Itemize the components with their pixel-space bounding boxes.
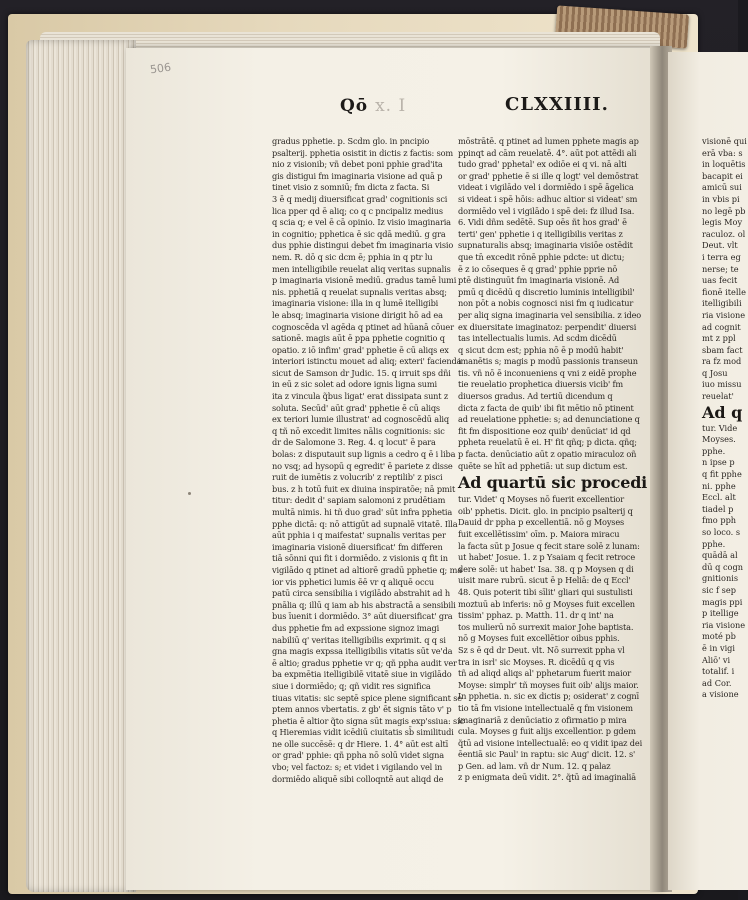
text-line: In pphetia. n. sic ex dictis p; osiderat' z cognī xyxy=(458,691,640,702)
text-line: Moyses. xyxy=(702,434,736,445)
text-line: dus pphetie fm ad expssione signoz imagi xyxy=(272,622,440,633)
text-line: per aliq signa imaginaria vel sensibilia. z ideo xyxy=(458,309,642,320)
text-line: nem. R. dō q sic dcm ē; pphia in q ptr lu xyxy=(272,251,433,262)
text-line: gis distigui fm imaginaria visione ad quā p xyxy=(272,170,443,181)
text-line: psalterij. pphetia osistit in dictis z factis: som xyxy=(272,147,454,158)
text-line: reuelat' xyxy=(702,391,734,402)
text-line: diuersos gradus. Ad tertiū dicendum q xyxy=(458,391,613,402)
text-line: siue i dormiēdo; q; qñ vidit res significa xyxy=(272,680,431,691)
text-line: ptem annos vbertatis. z gb' ēt signis tāto v' p xyxy=(272,704,452,715)
text-line: q scia q; e vel ē cā opinio. Iz visio imaginaria xyxy=(272,217,451,228)
text-line: tra in isrl' sic Moyses. R. dicēdū q q vis xyxy=(458,656,615,667)
text-line: sic f sep xyxy=(702,584,736,595)
text-line: sationē. magis aūt ē ppa pphetie cognitio q xyxy=(272,333,445,344)
text-line: amicū sui xyxy=(702,182,742,193)
text-line: ad Cor. xyxy=(702,677,732,688)
text-line: n ipse p xyxy=(702,457,735,468)
text-line: totalif. i xyxy=(702,666,735,677)
text-line: no legē pb xyxy=(702,205,746,216)
text-line: interiori istinctu mouet ad aliq; exteri' facienda xyxy=(272,356,462,367)
text-line: q Hieremias vidit icēdiū ciuitatis sb̄ similitudi xyxy=(272,727,454,738)
text-line: phetia ē altior q̃to signa sūt magis exp'ssiua: sic xyxy=(272,715,465,726)
text-line: ex teriori lumie illustrat' ad cognoscēdū aliq xyxy=(272,414,449,425)
text-line: nabiliū q' veritas itelligibilis exprimit. q q si xyxy=(272,634,446,645)
text-line: videat i vigilādo vel i dormiēdo i spē āgelica xyxy=(458,182,634,193)
text-line: sbam fact xyxy=(702,344,743,355)
text-line: moztuū ab inferis: nō g Moyses fuit excellen xyxy=(458,598,635,609)
text-line: supnaturalis absq; imaginaria visiōe ostēdit xyxy=(458,240,633,251)
text-line: or grad' pphetie ē si ille q logt' vel demōstrat xyxy=(458,170,639,181)
text-line: imanētis s; magis p modū passionis transeun xyxy=(458,356,638,367)
text-line: aūt pphia i q maifestat' supnalis veritas per xyxy=(272,530,446,541)
text-line: z p enigmata deū vidit. 2°. q̃tū ad imaginaliā xyxy=(458,772,637,783)
text-line: dormiēdo vel i vigilādo i spē dei: fz illud Isa. xyxy=(458,205,635,216)
text-line: ne olle succēsē: q dr Hiere. 1. 4° aūt est altī xyxy=(272,738,449,749)
text-line: nerse; te xyxy=(702,263,739,274)
text-line: ēentiā sic Paul' in raptu: sic Aug' dicit. 12. s' xyxy=(458,749,636,760)
text-line: or grad' pphie: qñ ppha nō solū videt signa xyxy=(272,750,444,761)
text-line: fmo pph xyxy=(702,515,737,526)
text-line: patū circa sensibilia i vigilādo abstrahit ad h xyxy=(272,588,450,599)
text-line: q̃tū ad visione intellectualē: eo q vidit ipaz dei xyxy=(458,737,643,748)
text-line: pnālia q; illū q iam ab his abstractā a sensibili xyxy=(272,599,456,610)
text-line: Eccl. alt xyxy=(702,492,736,503)
text-line: itelligibili xyxy=(702,298,742,309)
text-line: gradus pphetie. p. Scdm glo. in pncipio xyxy=(272,136,430,146)
text-line: Deut. vlt xyxy=(702,240,738,251)
text-line: vbo; vel factoz: s; et videt i vigilando vel in xyxy=(272,762,443,773)
text-line: vigilādo q ptinet ad altiorē gradū pphetie q; ma xyxy=(272,564,462,575)
text-line: tis. vñ nō ē inconueniens q vni z eidē prophe xyxy=(458,367,637,378)
text-line: oib' pphetis. Dicit. glo. in pncipio psalterij q xyxy=(458,505,633,516)
text-line: dus pphie distingui debet fm imaginaria visio xyxy=(272,240,454,251)
paper-spot xyxy=(188,492,191,495)
text-line: tiā sōnni qui fit i dormiēdo. z visionis q fit in xyxy=(272,553,448,564)
text-line: gnitionis xyxy=(702,573,739,584)
folio-number: CLXXIIII. xyxy=(505,94,609,115)
text-line: sicut de Samson dr Judic. 15. q irruit sps dñi xyxy=(272,367,451,378)
text-line: soluta. Secūd' aūt grad' pphetie ē cū aliqs xyxy=(272,402,440,413)
text-line: p facta. denūciatio aūt z opatio miraculoz oñ xyxy=(458,449,637,460)
text-line: a visione xyxy=(702,689,739,700)
text-line: q fit pphe xyxy=(702,469,742,480)
text-line: terti' gen' pphetie i q itelligibilis veritas z xyxy=(458,228,623,239)
pencil-annotation: 506 xyxy=(149,60,172,77)
text-line: tissim' pphaz. p. Matth. 11. dr q int' na xyxy=(458,610,614,621)
text-column-left xyxy=(272,136,465,784)
text-line: in eū z sic solet ad odore ignis ligna sumi xyxy=(272,379,438,390)
text-line: iuo missu xyxy=(702,379,742,390)
text-line: dicta z facta de quib' ibi fit mētio nō ptinent xyxy=(458,402,634,413)
text-line: ria visione xyxy=(702,619,746,630)
text-line: tas intellectualis lumis. Ad scdm dicēdū xyxy=(458,333,617,344)
text-line: nio z visionib; vñ debet poni pphie grad'ita xyxy=(272,159,443,170)
text-line: q tñ nō excedit limites nālis cognitionis: sic xyxy=(272,425,445,436)
text-line: magis ppi xyxy=(702,596,743,607)
text-line: dere solē: ut habet' Isa. 38. q p Moysen q di xyxy=(458,563,634,574)
text-line: tudo grad' pphetal' ex odiōe ei q vi. nā alti xyxy=(458,159,627,170)
text-line: nis. pphetiā q reuelat supnalis veritas absq; xyxy=(272,286,447,297)
text-line: fuit excellētissim' oīm. p. Maiora miracu xyxy=(458,529,620,539)
text-line: ē in vigi xyxy=(702,642,736,653)
text-line: ptē distinguūt fm imaginaria visionē. Ad xyxy=(458,275,620,286)
text-line: ior vis pphetici lumis ēē vr q aliquē occu xyxy=(272,576,434,587)
text-line: dū q cogn xyxy=(702,561,743,572)
text-line: imaginaria visione: illa in q lumē itelligibi xyxy=(272,298,439,309)
text-line: si videat i spē hōis: adhuc altior si videat' sm xyxy=(458,193,638,204)
text-line: ba expmētia itelligibilē vitatē siue in vigilādo xyxy=(272,669,452,680)
text-line: p itellige xyxy=(702,608,739,619)
text-line: Moyse: simplr' tñ moyses fuit oib' alijs maior. xyxy=(458,679,639,690)
text-line: bacapit ei xyxy=(702,170,743,181)
page-fore-edges xyxy=(26,40,136,892)
text-line: bus. z h totū fuit ex diuina inspiratōe; nā pmit xyxy=(272,483,456,494)
text-line: non pōt a nobis cognosci nisi fm q iudicatur xyxy=(458,298,634,309)
text-line: nō g Moyses fuit excellētior oibus pphis. xyxy=(458,633,620,644)
text-line: tur. Vide xyxy=(702,422,738,433)
text-line: p imaginaria visionē mediū. gradus tamē lumi xyxy=(272,275,457,286)
text-line: i terra eg xyxy=(702,251,741,262)
running-head-faded-text: x. I xyxy=(375,96,407,116)
text-line: Dauid dr ppha p excellentiā. nō g Moyses xyxy=(458,517,625,528)
text-line: no vsq; ad hysopū q egredit' ē pariete z disse xyxy=(272,460,453,471)
text-line: 6. Vidi dñm sedētē. Sup oēs ñt hos grad' ē xyxy=(458,217,627,228)
text-line: tur. Videt' q Moyses nō fuerit excellentior xyxy=(458,494,624,505)
text-line: cula. Moyses g fuit alijs excellentior. p gdem xyxy=(458,726,636,737)
text-line: 3 ē q medij diuersificat grad' cognitionis sci xyxy=(272,193,448,204)
text-line: quādā al xyxy=(702,550,738,561)
text-line: ex diuersitate imaginatoz: perpendit' diuersi xyxy=(458,321,637,332)
text-line: ita z vincula q̃bus ligat' erat dissipata sunt z xyxy=(272,391,449,402)
text-line: ut habet' Josue. 1. z p Ysaiam q fecit retroce xyxy=(458,552,636,563)
text-line: pphe dictā: q: nō attigūt ad supnalē vitatē. Illa xyxy=(272,518,458,529)
text-line: Sz s ē qd dr Deut. vlt. Nō surrexit ppha vl xyxy=(458,644,625,655)
text-line: uas fecit xyxy=(702,275,738,286)
text-line: imaginaria visionē diuersificat' fm differen xyxy=(272,541,443,552)
text-line: fit fm dispositione eoz quib' denūciat' id qd xyxy=(458,425,631,436)
text-line: tie reuelatio prophetica diuersis vicib' fm xyxy=(458,379,624,390)
text-line: tos mulierū nō surrexit maior Johe baptista. xyxy=(458,621,634,632)
text-line: fionē itelle xyxy=(702,286,746,297)
text-line: p Gen. ad lam. vñ dr Num. 12. q palaz xyxy=(458,760,611,771)
next-page-column xyxy=(702,136,746,706)
text-line: tñ ad aliqd aliqs al' pphetarum fuerit maior xyxy=(458,668,632,679)
text-line: mōstrātē. q ptinet ad lumen pphete magis ap xyxy=(458,136,639,146)
text-line: ē altio; gradus pphetie vr q; qñ ppha audit ver xyxy=(272,657,457,668)
text-line: que tn̄ excedit rōnē pphie pdcte: ut dictu; xyxy=(458,251,625,262)
text-line: gna magis expssa itelligibilis vitatis sūt ve'da xyxy=(272,646,453,657)
text-line: erā vba: s xyxy=(702,147,743,158)
text-line: ni. pphe xyxy=(702,480,736,491)
text-line: mt z ppl xyxy=(702,333,736,344)
text-line: le absq; imaginaria visione dirigit hō ad ea xyxy=(272,309,443,320)
text-line: ppheta reuelatū ē ei. H' fit qñq; p dicta. qñq; xyxy=(458,437,637,448)
text-line: in loquētis xyxy=(702,159,746,170)
text-line: ppinqt ad cām reuelatē. 4°. aūt pot attēdi ali xyxy=(458,147,637,158)
text-line: titur: dedit d' sapiam salomoni z prudētiam xyxy=(272,495,446,506)
text-line: uisit mare rubrū. sicut ē p Heliā: de q Eccl' xyxy=(458,575,631,586)
text-line: pphe. xyxy=(702,538,726,549)
text-line: visionē qui xyxy=(702,136,747,146)
text-line: ruit de iumētis z volucrib' z reptilib' z pisci xyxy=(272,472,443,483)
text-line: imaginariā z denūciatio z ofirmatio p mira xyxy=(458,714,627,725)
text-line: so loco. s xyxy=(702,527,741,537)
text-line: quēte se hīt ad pphetiā: ut sup dictum est. xyxy=(458,460,628,471)
text-line: ē z io cōseques ē q grad' pphie pprie nō xyxy=(458,263,618,274)
text-column-right xyxy=(458,136,648,783)
text-line: pphe. xyxy=(702,445,726,456)
text-line: ad reuelatione pphetie: s; ad denunciatione q xyxy=(458,414,640,425)
running-head-text: Qō xyxy=(340,96,369,116)
text-line: q Josu xyxy=(702,367,728,378)
text-line: in vbis pi xyxy=(702,193,740,204)
text-line: lica pper qd ē aliq; co q c pncipaliz medius xyxy=(272,205,443,216)
text-line: multā nimis. hi tñ duo grad' sūt infra pphetia xyxy=(272,507,453,517)
article-heading: Ad q xyxy=(702,402,743,422)
text-line: moté pb xyxy=(702,631,736,642)
text-line: ad cognit xyxy=(702,321,741,332)
text-line: legis Moy xyxy=(702,217,743,228)
text-line: tiadel p xyxy=(702,503,734,514)
text-line: q sicut dcm est; pphia nō ē p modū habit' xyxy=(458,344,624,355)
text-line: ria visione xyxy=(702,309,746,320)
running-head xyxy=(340,96,406,116)
text-line: la facta sūt p Josue q fecit stare solē z lunam: xyxy=(458,540,640,551)
text-line: ra fz mod xyxy=(702,356,742,367)
text-line: bolas: z disputauit sup lignis a cedro q ē i liba xyxy=(272,449,456,460)
text-line: bus īuenit i dormiēdo. 3° aūt diuersificat' gra xyxy=(272,611,453,622)
text-line: Aliō' vi xyxy=(702,654,731,665)
text-line: raculoz. ol xyxy=(702,228,746,239)
article-heading: Ad quartū sic procedi xyxy=(458,473,648,493)
text-line: cognoscēda vl agēda q ptinet ad hūanā cōuer xyxy=(272,321,454,332)
text-line: dr de Salomone 3. Reg. 4. q locut' ē para xyxy=(272,437,436,448)
text-line: tiuas vitatis: sic septē spice plene significant se xyxy=(272,692,462,703)
text-line: in cognitio; pphetica ē sic qdā mediū. g gra xyxy=(272,228,446,239)
text-line: opatio. z iō infim' grad' pphetie ē cū aliqs ex xyxy=(272,344,449,355)
text-line: men intelligibile reuelat aliq veritas supnalis xyxy=(272,263,451,274)
text-line: pmū q dicēdū q discretio luminis intelligibil' xyxy=(458,286,635,297)
text-line: tinet visio z somniū; fm dicta z facta. Si xyxy=(272,182,430,193)
text-line: tio tā fm visione intellectualē q fm visionem xyxy=(458,702,633,713)
text-line: 48. Quis poterit tibi sīlit' gliari qui sustulisti xyxy=(458,586,633,597)
text-line: dormiēdo aliquē sibi colloqntē aut aliqd de xyxy=(272,773,444,784)
